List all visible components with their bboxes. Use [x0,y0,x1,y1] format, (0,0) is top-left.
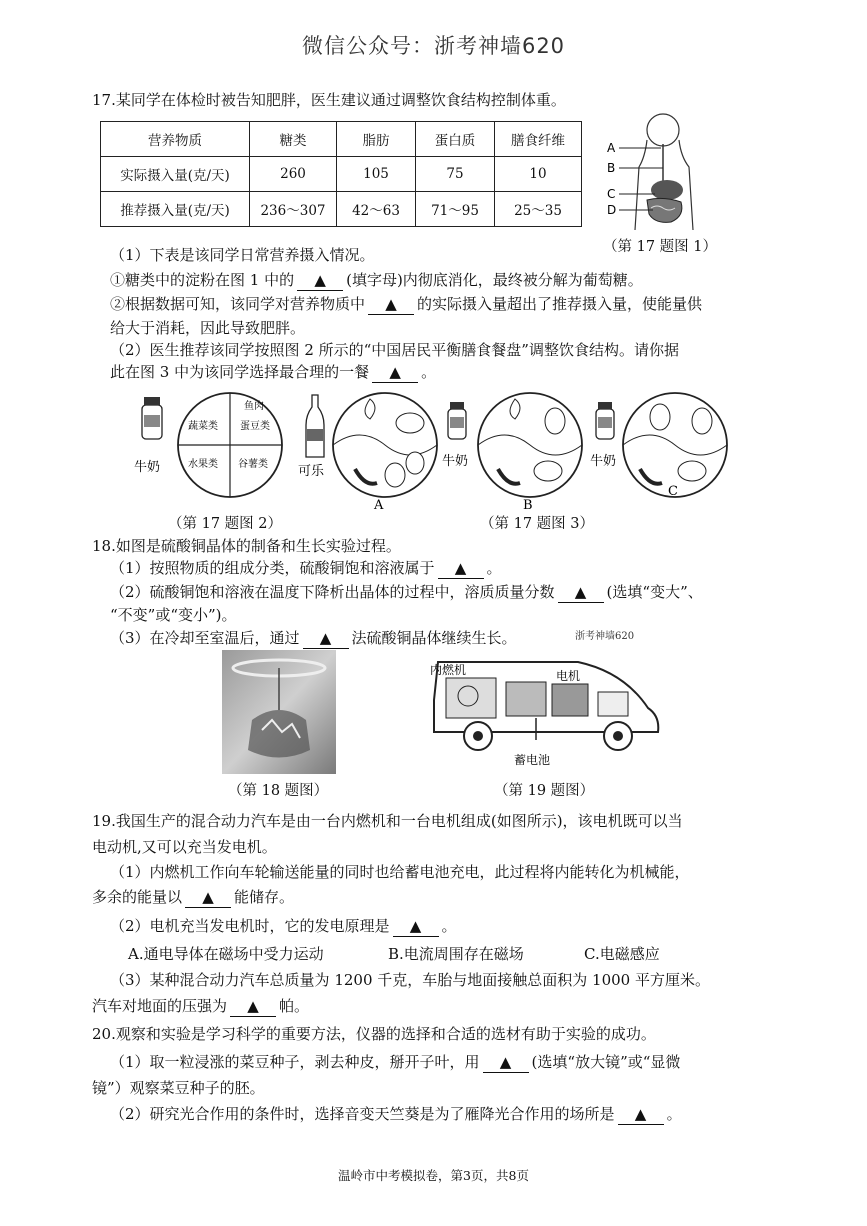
drink-label: 牛奶 [442,454,469,469]
plates-figure [130,385,770,510]
answer-blank: ▲ [393,916,439,937]
motor-label: 电机 [556,669,581,683]
battery-label: 蓄电池 [514,753,551,767]
option-label-c: C [668,484,678,499]
answer-blank: ▲ [230,996,276,1017]
drink-label: 可乐 [298,464,325,479]
q19-choice-c: C.电磁感应 [584,945,660,963]
milk-bottle-icon [142,397,162,439]
fig18-caption: （第 18 题图） [228,783,329,799]
table-cell: 10 [495,157,582,192]
fig1-label-b: B [607,161,616,175]
digestive-system-figure [605,112,715,232]
engine-label: 内燃机 [430,663,467,677]
drink-label: 牛奶 [590,454,617,469]
table-header: 膳食纤维 [495,122,582,157]
q19-part3a: （3）某种混合动力汽车总质量为 1200 千克，车胎与地面接触总面积为 1000 平方厘米。 [110,971,710,989]
plate-section: 谷薯类 [238,459,268,470]
option-label-b: B [523,498,533,510]
q20-part1b: 镜”）观察菜豆种子的胚。 [92,1079,265,1097]
table-cell: 105 [337,157,416,192]
q18-part2-cont: “不变”或“变小”)。 [110,606,237,624]
table-row [101,157,582,192]
table-cell: 75 [416,157,495,192]
cola-bottle-icon [306,395,324,457]
meal-option-c [623,393,727,497]
q17-part2b: 此在图 3 中为该同学选择最合理的一餐 ▲ 。 [110,363,437,381]
table-cell: 25～35 [495,192,582,227]
answer-blank: ▲ [303,628,349,649]
nutrition-table [100,121,582,227]
balanced-plate [178,393,282,497]
q19-part1b: 多余的能量以 ▲ 能储存。 [92,888,295,906]
q19-part2: （2）电机充当发电机时，它的发电原理是 ▲ 。 [110,917,457,935]
q17-part1: （1）下表是该同学日常营养摄入情况。 [110,246,375,264]
q19-choice-a: A.通电导体在磁场中受力运动 [128,945,324,963]
answer-blank: ▲ [483,1052,529,1073]
fig1-caption: （第 17 题图 1） [603,239,718,255]
table-header: 营养物质 [101,122,250,157]
table-row [101,122,582,157]
answer-blank: ▲ [438,558,484,579]
table-cell: 实际摄入量(克/天) [101,157,250,192]
milk-bottle-icon [448,402,466,439]
fig1-label-c: C [607,187,616,201]
table-row [101,192,582,227]
q19-choice-b: B.电流周围存在磁场 [388,945,524,963]
table-cell: 71～95 [416,192,495,227]
answer-blank: ▲ [297,270,343,291]
q18-stem: 18.如图是硫酸铜晶体的制备和生长实验过程。 [92,537,401,555]
q20-part1a: （1）取一粒浸涨的菜豆种子，剥去种皮，掰开子叶，用 ▲ (选填“放大镜”或“显微 [110,1053,681,1071]
page-header: 微信公众号：浙考神墙620 [301,34,566,58]
table-header: 蛋白质 [416,122,495,157]
crystal-photo [222,650,336,774]
q18-part1: （1）按照物质的组成分类，硫酸铜饱和溶液属于 ▲ 。 [110,559,502,577]
q19-stem-cont: 电动机,又可以充当发电机。 [92,838,277,856]
q19-stem: 19.我国生产的混合动力汽车是由一台内燃机和一台电机组成(如图所示)，该电机既可以当 [92,812,683,830]
page-footer: 温岭市中考模拟卷，第3页，共8页 [338,1168,529,1183]
answer-blank: ▲ [558,582,604,603]
answer-blank: ▲ [185,887,231,908]
option-label-a: A [374,498,384,510]
answer-blank: ▲ [368,294,414,315]
plate-section: 水果类 [188,459,218,470]
answer-blank: ▲ [372,362,418,383]
q20-stem: 20.观察和实验是学习科学的重要方法，仪器的选择和合适的选材有助于实验的成功。 [92,1025,656,1043]
plate-section: 蛋豆类 [240,421,270,432]
table-cell: 236～307 [250,192,337,227]
table-cell: 推荐摄入量(克/天) [101,192,250,227]
q17-part1b: ②根据数据可知，该同学对营养物质中 ▲ 的实际摄入量超出了推荐摄入量，使能量供 [110,295,703,313]
table-cell: 260 [250,157,337,192]
meal-option-a [333,393,437,497]
fig3-caption: （第 17 题图 3） [480,516,595,532]
plate-section: 鱼肉 [244,401,264,412]
q19-part3b: 汽车对地面的压强为 ▲ 帕。 [92,997,310,1015]
q18-part3: （3）在冷却至室温后，通过 ▲ 法硫酸铜晶体继续生长。 [110,629,517,647]
q17-part1a: ①糖类中的淀粉在图 1 中的 ▲ (填字母)内彻底消化，最终被分解为葡萄糖。 [110,271,643,289]
q17-part2a: （2）医生推荐该同学按照图 2 所示的“中国居民平衡膳食餐盘”调整饮食结构。请你据 [110,341,679,359]
fig1-label-d: D [607,203,617,217]
milk-bottle-icon [596,402,614,439]
meal-option-b [478,393,582,497]
q19-part1a: （1）内燃机工作向车轮输送能量的同时也给蓄电池充电，此过程将内能转化为机械能， [110,863,690,881]
drink-label: 牛奶 [134,460,161,475]
fig1-label-a: A [607,141,616,155]
watermark-text: 浙考神墙620 [575,631,635,642]
answer-blank: ▲ [618,1104,664,1125]
fig2-caption: （第 17 题图 2） [168,516,283,532]
table-header: 脂肪 [337,122,416,157]
q20-part2: （2）研究光合作用的条件时，选择音变天竺葵是为了雁降光合作用的场所是 ▲ 。 [110,1105,682,1123]
q17-part1b-cont: 给大于消耗，因此导致肥胖。 [110,319,306,337]
table-cell: 42～63 [337,192,416,227]
table-header: 糖类 [250,122,337,157]
fig19-caption: （第 19 题图） [494,783,595,799]
q18-part2: （2）硫酸铜饱和溶液在温度下降析出晶体的过程中，溶质质量分数 ▲ (选填“变大”、 [110,583,703,601]
q17-stem: 17.某同学在体检时被告知肥胖，医生建议通过调整饮食结构控制体重。 [92,91,566,109]
hybrid-car-figure [428,652,668,772]
plate-section: 蔬菜类 [188,421,218,432]
